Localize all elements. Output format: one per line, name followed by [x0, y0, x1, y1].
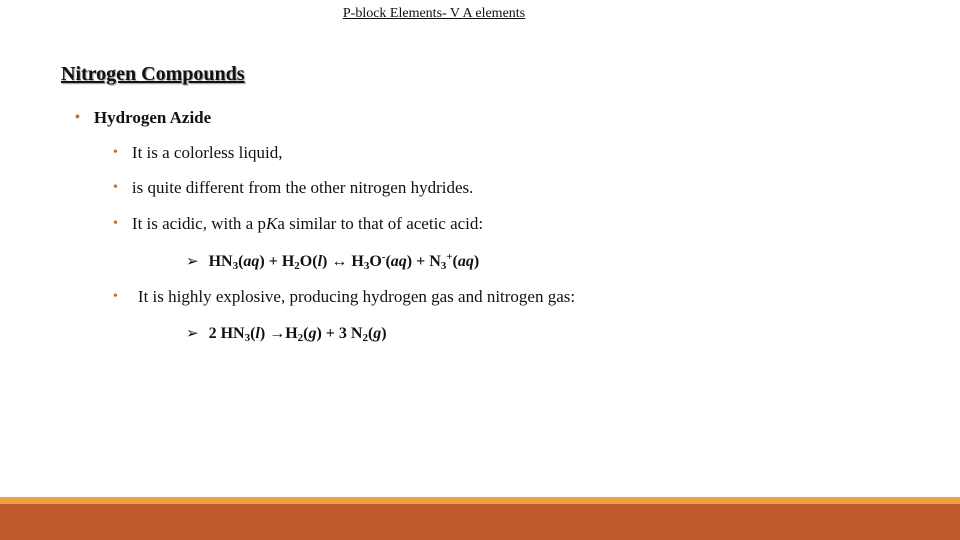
footer-accent-line: [0, 497, 960, 504]
point-text: is quite different from the other nitrogen hydrides.: [131, 178, 474, 197]
bullet-dot-icon: •: [113, 180, 118, 195]
arrow-bullet-icon: ➢: [186, 326, 199, 342]
point-4: [113, 287, 575, 307]
bullet-dot-icon: •: [113, 216, 118, 231]
point-text: It is a colorless liquid,: [131, 143, 283, 162]
equation-2: [186, 324, 387, 343]
bullet-hydrogen-azide: [75, 108, 211, 128]
equation-text: $HN_3(aq) + H_2O(l)$ ↔ $H_3O^-(aq) + N_3^+(aq)$: [208, 251, 480, 272]
slide-header: P-block Elements- V A elements: [342, 6, 526, 21]
point-text: It is highly explosive, producing hydrogen gas and nitrogen gas:: [137, 287, 576, 306]
footer-bar: [0, 504, 960, 540]
section-heading: Hydrogen Azide: [93, 108, 212, 127]
slide-title: Nitrogen Compounds: [61, 63, 245, 85]
point-1: [113, 143, 283, 163]
arrow-bullet-icon: ➢: [186, 254, 199, 270]
bullet-dot-icon: •: [75, 110, 80, 125]
point-2: [113, 178, 473, 198]
point-3: [113, 214, 483, 234]
bullet-dot-icon: •: [113, 145, 118, 160]
equation-1: [186, 252, 479, 271]
equation-text: 2 $HN_3(l) \to H_2(g) + 3$ $N_2(g)$: [208, 325, 387, 344]
bullet-dot-icon: •: [113, 289, 118, 304]
point-text: It is acidic, with a pKa similar to that of acetic acid:: [131, 214, 484, 233]
